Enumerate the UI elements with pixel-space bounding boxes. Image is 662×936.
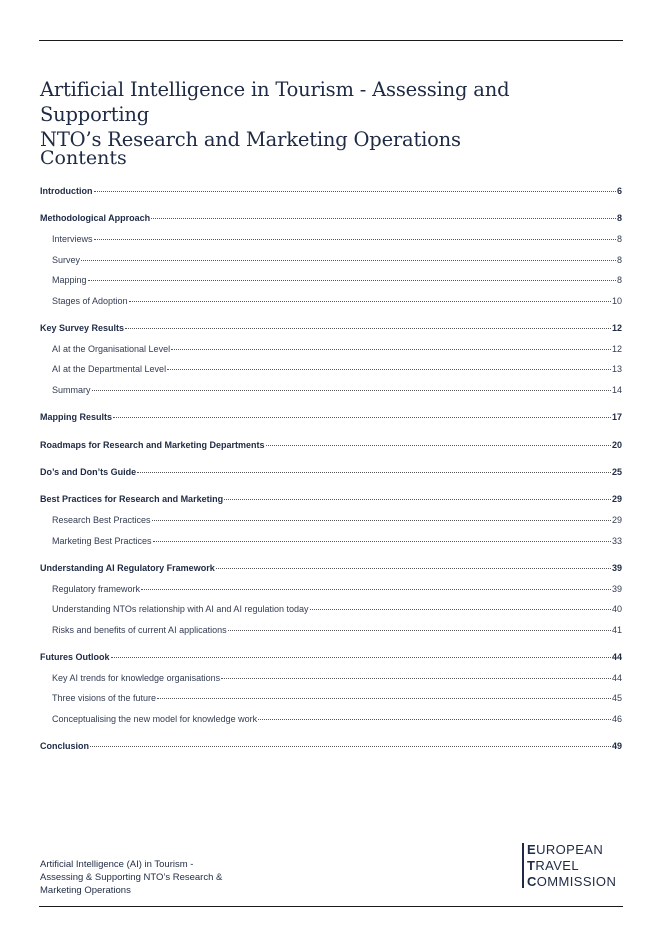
toc-entry[interactable] bbox=[40, 561, 622, 575]
toc-entry-page-number: 45 bbox=[611, 693, 622, 703]
logo-text-uropean: UROPEAN bbox=[536, 842, 604, 857]
toc-entry[interactable] bbox=[40, 410, 622, 424]
toc-entry-page-number: 12 bbox=[611, 344, 622, 354]
toc-entry-page-number: 25 bbox=[611, 467, 622, 477]
toc-entry-label: Futures Outlook bbox=[40, 652, 110, 662]
toc-dot-leader bbox=[113, 417, 611, 418]
toc-entry-page-number: 8 bbox=[616, 255, 622, 265]
toc-entry-label: Understanding NTOs relationship with AI and AI regulation today bbox=[52, 604, 309, 614]
toc-entry-page-number: 49 bbox=[611, 741, 622, 751]
toc-dot-leader bbox=[266, 445, 611, 446]
toc-entry-page-number: 44 bbox=[611, 652, 622, 662]
toc-dot-leader bbox=[171, 349, 611, 350]
toc-entry[interactable] bbox=[40, 321, 622, 335]
toc-dot-leader bbox=[216, 568, 611, 569]
toc-entry-label: Stages of Adoption bbox=[52, 296, 128, 306]
toc-dot-leader bbox=[129, 301, 611, 302]
toc-entry-label: Understanding AI Regulatory Framework bbox=[40, 563, 215, 573]
toc-entry-label: Regulatory framework bbox=[52, 584, 141, 594]
toc-entry-label: Mapping Results bbox=[40, 412, 113, 422]
toc-dot-leader bbox=[310, 609, 611, 610]
toc-entry-label: Do’s and Don’ts Guide bbox=[40, 467, 137, 477]
toc-entry-page-number: 13 bbox=[611, 364, 622, 374]
toc-entry-page-number: 20 bbox=[611, 440, 622, 450]
toc-entry[interactable] bbox=[40, 492, 622, 506]
toc-dot-leader bbox=[81, 260, 616, 261]
toc-entry-page-number: 8 bbox=[616, 275, 622, 285]
toc-entry-label: Introduction bbox=[40, 186, 93, 196]
toc-dot-leader bbox=[152, 520, 611, 521]
logo-text-ravel: RAVEL bbox=[535, 858, 580, 873]
toc-entry-label: Conceptualising the new model for knowledge work bbox=[52, 714, 258, 724]
toc-entry[interactable] bbox=[52, 383, 622, 397]
toc-entry-label: Marketing Best Practices bbox=[52, 536, 152, 546]
toc-entry-page-number: 44 bbox=[611, 673, 622, 683]
toc-entry-page-number: 8 bbox=[616, 234, 622, 244]
toc-dot-leader bbox=[167, 369, 611, 370]
toc-entry-label: Summary bbox=[52, 385, 91, 395]
toc-entry[interactable] bbox=[40, 438, 622, 452]
toc-dot-leader bbox=[137, 472, 611, 473]
logo-line-commission bbox=[527, 874, 616, 889]
toc-entry-page-number: 46 bbox=[611, 714, 622, 724]
toc-entry-page-number: 40 bbox=[611, 604, 622, 614]
toc-dot-leader bbox=[90, 746, 611, 747]
toc-entry-label: Key AI trends for knowledge organisations bbox=[52, 673, 221, 683]
logo-line-travel bbox=[527, 858, 579, 873]
toc-entry-label: Methodological Approach bbox=[40, 213, 151, 223]
toc-dot-leader bbox=[228, 630, 611, 631]
toc-entry-label: Research Best Practices bbox=[52, 515, 151, 525]
toc-entry-page-number: 39 bbox=[611, 563, 622, 573]
logo-initial-t: T bbox=[527, 858, 536, 873]
footer-line-2: Assessing & Supporting NTO’s Research & bbox=[40, 872, 223, 883]
toc-entry-page-number: 14 bbox=[611, 385, 622, 395]
toc-entry-label: Roadmaps for Research and Marketing Departments bbox=[40, 440, 265, 450]
toc-entry[interactable] bbox=[52, 623, 622, 637]
logo-initial-c: C bbox=[527, 874, 537, 889]
toc-entry-label: Conclusion bbox=[40, 741, 89, 751]
toc-entry-label: AI at the Organisational Level bbox=[52, 344, 171, 354]
toc-dot-leader bbox=[94, 191, 616, 192]
toc-entry-label: AI at the Departmental Level bbox=[52, 364, 167, 374]
toc-dot-leader bbox=[141, 589, 611, 590]
toc-entry[interactable] bbox=[52, 273, 622, 287]
toc-dot-leader bbox=[125, 328, 611, 329]
toc-entry[interactable] bbox=[52, 294, 622, 308]
toc-dot-leader bbox=[157, 698, 611, 699]
toc-dot-leader bbox=[92, 390, 611, 391]
logo-text-ommission: OMMISSION bbox=[536, 874, 617, 889]
etc-logo bbox=[522, 842, 632, 890]
title-line-2: NTO’s Research and Marketing Operations bbox=[40, 128, 461, 151]
toc-dot-leader bbox=[94, 239, 616, 240]
toc-entry-page-number: 17 bbox=[611, 412, 622, 422]
toc-dot-leader bbox=[88, 280, 616, 281]
footer-document-title bbox=[40, 858, 260, 897]
toc-entry-page-number: 29 bbox=[611, 515, 622, 525]
toc-entry-page-number: 41 bbox=[611, 625, 622, 635]
toc-entry[interactable] bbox=[52, 691, 622, 705]
toc-entry[interactable] bbox=[40, 650, 622, 664]
toc-entry[interactable] bbox=[52, 582, 622, 596]
toc-entry-page-number: 6 bbox=[616, 186, 622, 196]
toc-entry[interactable] bbox=[52, 362, 622, 376]
logo-bar bbox=[522, 843, 524, 888]
toc-entry-label: Best Practices for Research and Marketing bbox=[40, 494, 224, 504]
toc-entry[interactable] bbox=[52, 342, 622, 356]
footer-line-1: Artificial Intelligence (AI) in Tourism - bbox=[40, 859, 194, 870]
toc-entry[interactable] bbox=[52, 232, 622, 246]
toc-dot-leader bbox=[151, 218, 616, 219]
toc-entry[interactable] bbox=[40, 739, 622, 753]
toc-entry[interactable] bbox=[52, 513, 622, 527]
toc-entry-page-number: 10 bbox=[611, 296, 622, 306]
toc-entry[interactable] bbox=[52, 253, 622, 267]
logo-line-european bbox=[527, 842, 603, 857]
toc-entry-label: Survey bbox=[52, 255, 81, 265]
toc-entry[interactable] bbox=[40, 211, 622, 225]
title-line-1: Artificial Intelligence in Tourism - Assessing and Supporting bbox=[40, 78, 510, 126]
toc-entry-label: Mapping bbox=[52, 275, 87, 285]
toc-entry-label: Key Survey Results bbox=[40, 323, 125, 333]
logo-initial-e: E bbox=[527, 842, 537, 857]
contents-heading: Contents bbox=[40, 147, 127, 169]
toc-dot-leader bbox=[111, 657, 611, 658]
toc-entry[interactable] bbox=[40, 465, 622, 479]
toc-entry-label: Interviews bbox=[52, 234, 93, 244]
toc-entry[interactable] bbox=[40, 184, 622, 198]
toc-dot-leader bbox=[221, 678, 611, 679]
footer-line-3: Marketing Operations bbox=[40, 885, 131, 896]
toc-dot-leader bbox=[153, 541, 611, 542]
toc-entry-page-number: 29 bbox=[611, 494, 622, 504]
toc-entry-label: Three visions of the future bbox=[52, 693, 157, 703]
toc-entry-page-number: 12 bbox=[611, 323, 622, 333]
toc-entry-page-number: 39 bbox=[611, 584, 622, 594]
toc-entry[interactable] bbox=[52, 712, 622, 726]
toc-entry-page-number: 33 bbox=[611, 536, 622, 546]
toc-entry-label: Risks and benefits of current AI applications bbox=[52, 625, 227, 635]
toc-entry[interactable] bbox=[52, 671, 622, 685]
toc-entry-page-number: 8 bbox=[616, 213, 622, 223]
toc-dot-leader bbox=[224, 499, 611, 500]
toc-dot-leader bbox=[258, 719, 611, 720]
toc-entry[interactable] bbox=[52, 602, 622, 616]
toc-entry[interactable] bbox=[52, 534, 622, 548]
bottom-rule bbox=[39, 906, 623, 907]
